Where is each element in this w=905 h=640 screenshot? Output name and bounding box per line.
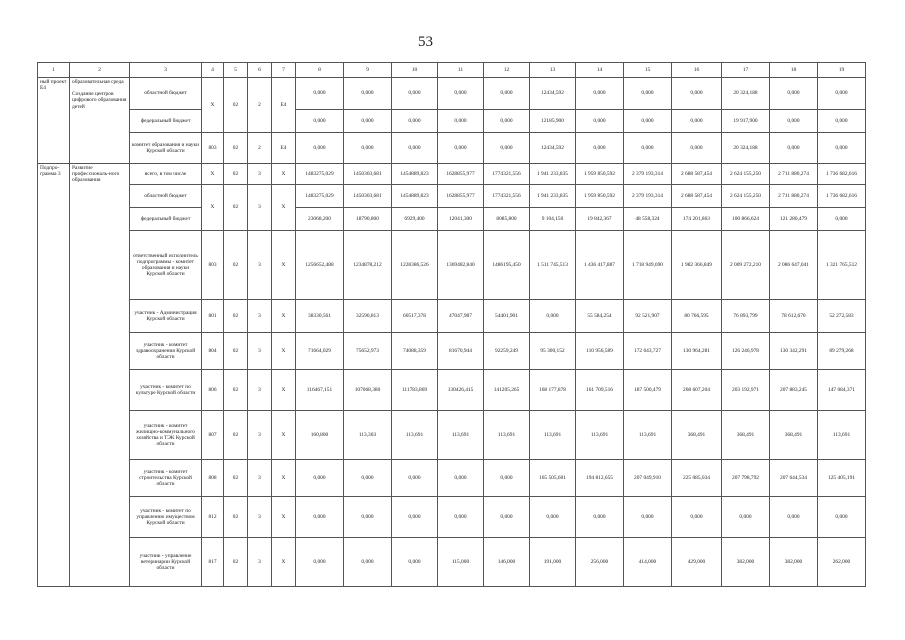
value-cell: 0,000 <box>484 133 530 164</box>
value-cell: 80 766,595 <box>672 300 722 333</box>
value-cell: 172 643,727 <box>624 333 672 370</box>
value-cell: 0,000 <box>576 497 624 538</box>
value-cell: 92259,249 <box>484 333 530 370</box>
value-cell: 160,800 <box>296 411 344 460</box>
code-cell: 806 <box>202 370 224 411</box>
value-cell: 0,000 <box>344 538 392 587</box>
column-header: 13 <box>530 63 576 78</box>
code-cell: 3 <box>248 411 272 460</box>
value-cell: 52 272,583 <box>818 300 866 333</box>
value-cell: 1 982 366,849 <box>672 231 722 300</box>
value-cell: 191,000 <box>530 538 576 587</box>
column-header: 3 <box>130 63 202 78</box>
code-cell: 02 <box>224 164 248 185</box>
value-cell: 0,000 <box>392 133 438 164</box>
value-cell: 113,691 <box>392 411 438 460</box>
value-cell: 0,000 <box>296 78 344 110</box>
code-cell: Х <box>272 538 296 587</box>
value-cell: 1774321,556 <box>484 185 530 208</box>
value-cell: 1628855,977 <box>438 164 484 185</box>
value-cell: 1 941 233,835 <box>530 185 576 208</box>
value-cell: 1454889,823 <box>392 185 438 208</box>
value-cell: 0,000 <box>624 133 672 164</box>
code-cell: Х <box>202 78 224 133</box>
value-cell: 1369482,840 <box>438 231 484 300</box>
code-cell: Х <box>272 497 296 538</box>
source-cell: федеральный бюджет <box>130 110 202 133</box>
source-cell: участник - комитет здравоохранения Курской области <box>130 333 202 370</box>
source-cell: областной бюджет <box>130 78 202 110</box>
value-cell: 0,000 <box>438 497 484 538</box>
value-cell: 130426,415 <box>438 370 484 411</box>
value-cell: 141205,265 <box>484 370 530 411</box>
value-cell: 0,000 <box>392 78 438 110</box>
value-cell: 2 009 272,210 <box>722 231 770 300</box>
column-header: 17 <box>722 63 770 78</box>
program-title-cell: Развитие профессиональ-ного образования <box>70 164 130 587</box>
value-cell: 9 104,150 <box>530 208 576 231</box>
column-header: 2 <box>70 63 130 78</box>
value-cell: 203 192,971 <box>722 370 770 411</box>
value-cell: 207 798,792 <box>722 460 770 497</box>
value-cell: 2 086 647,041 <box>770 231 818 300</box>
code-cell: 801 <box>202 300 224 333</box>
source-cell: федеральный бюджет <box>130 208 202 231</box>
value-cell: 165 505,601 <box>530 460 576 497</box>
value-cell: 0,000 <box>392 460 438 497</box>
header-row <box>38 63 866 78</box>
value-cell: 2 711 880,274 <box>770 185 818 208</box>
value-cell: 0,000 <box>770 110 818 133</box>
code-cell: 3 <box>248 333 272 370</box>
column-header: 9 <box>344 63 392 78</box>
value-cell: 146,000 <box>484 538 530 587</box>
code-cell: Х <box>272 185 296 231</box>
value-cell: 262,000 <box>818 538 866 587</box>
program-title-cell <box>70 78 130 164</box>
value-cell: 2 688 587,454 <box>672 164 722 185</box>
code-cell: 02 <box>224 133 248 164</box>
value-cell: 32590,813 <box>344 300 392 333</box>
code-cell: Х <box>202 164 224 185</box>
value-cell: 0,000 <box>484 497 530 538</box>
value-cell: 0,000 <box>672 497 722 538</box>
column-header: 4 <box>202 63 224 78</box>
column-header: 6 <box>248 63 272 78</box>
value-cell: 8085,800 <box>484 208 530 231</box>
code-cell: 02 <box>224 460 248 497</box>
value-cell: 23068,200 <box>296 208 344 231</box>
value-cell: 0,000 <box>438 460 484 497</box>
source-cell: участник - Администрация Курской области <box>130 300 202 333</box>
value-cell: 130 342,291 <box>770 333 818 370</box>
table-row <box>38 538 866 587</box>
value-cell: 0,000 <box>818 497 866 538</box>
value-cell: 0,000 <box>530 300 576 333</box>
value-cell: 1 511 745,513 <box>530 231 576 300</box>
value-cell: 0,000 <box>392 538 438 587</box>
code-cell: 3 <box>248 231 272 300</box>
value-cell: 0,000 <box>484 460 530 497</box>
program-title-line: Создание центров цифрового образования детей <box>72 91 127 110</box>
value-cell: 1234878,212 <box>344 231 392 300</box>
value-cell: 0,000 <box>296 110 344 133</box>
column-header: 12 <box>484 63 530 78</box>
source-cell: всего, в том числе <box>130 164 202 185</box>
value-cell: 0,000 <box>438 110 484 133</box>
source-cell: участник - комитет жилищно-коммунального хозяйства и ТЭК Курской области <box>130 411 202 460</box>
source-cell: комитет образования и науки Курской области <box>130 133 202 164</box>
source-cell: участник - комитет по культуре Курской области <box>130 370 202 411</box>
value-cell: 47047,987 <box>438 300 484 333</box>
code-cell: 02 <box>224 231 248 300</box>
value-cell: 161 709,516 <box>576 370 624 411</box>
value-cell: 95 300,152 <box>530 333 576 370</box>
value-cell: 2 711 880,274 <box>770 164 818 185</box>
value-cell: 368,491 <box>770 411 818 460</box>
value-cell: 0,000 <box>392 110 438 133</box>
table-row <box>38 411 866 460</box>
value-cell: 113,691 <box>438 411 484 460</box>
table-row <box>38 460 866 497</box>
code-cell: 3 <box>248 538 272 587</box>
value-cell: 71664,029 <box>296 333 344 370</box>
value-cell: 60517,378 <box>392 300 438 333</box>
code-cell: 02 <box>224 78 248 133</box>
code-cell: 02 <box>224 497 248 538</box>
value-cell: 113,691 <box>576 411 624 460</box>
value-cell: 368,491 <box>672 411 722 460</box>
value-cell: 55 584,254 <box>576 300 624 333</box>
value-cell: 0,000 <box>484 78 530 110</box>
value-cell: 2 379 193,314 <box>624 164 672 185</box>
value-cell: 0,000 <box>530 497 576 538</box>
code-cell: Х <box>272 164 296 185</box>
value-cell: 74088,359 <box>392 333 438 370</box>
value-cell: 6929,400 <box>392 208 438 231</box>
value-cell: 100 866,624 <box>722 208 770 231</box>
value-cell: 1774321,556 <box>484 164 530 185</box>
value-cell: 2 379 193,314 <box>624 185 672 208</box>
code-cell: 808 <box>202 460 224 497</box>
value-cell: 78 612,670 <box>770 300 818 333</box>
value-cell: 130 964,281 <box>672 333 722 370</box>
value-cell: 0,000 <box>818 78 866 110</box>
table-row <box>38 333 866 370</box>
value-cell: 0,000 <box>672 78 722 110</box>
value-cell: 76 893,799 <box>722 300 770 333</box>
value-cell: 382,000 <box>770 538 818 587</box>
value-cell: 113,691 <box>818 411 866 460</box>
page-number: 53 <box>418 34 433 50</box>
code-cell: 3 <box>248 300 272 333</box>
value-cell: 0,000 <box>672 110 722 133</box>
table-row <box>38 208 866 231</box>
budget-table <box>37 62 866 587</box>
code-cell: Е4 <box>272 133 296 164</box>
value-cell: 0,000 <box>484 110 530 133</box>
value-cell: 89 279,268 <box>818 333 866 370</box>
value-cell: 12434,592 <box>530 133 576 164</box>
value-cell: 382,000 <box>722 538 770 587</box>
code-cell: 02 <box>224 300 248 333</box>
program-name-cell: ный проект Е4 <box>38 78 70 164</box>
value-cell: 414,000 <box>624 538 672 587</box>
code-cell: Х <box>272 460 296 497</box>
value-cell: 0,000 <box>770 133 818 164</box>
value-cell: 1 736 682,616 <box>818 164 866 185</box>
value-cell: 0,000 <box>296 460 344 497</box>
column-header: 8 <box>296 63 344 78</box>
value-cell: 0,000 <box>438 133 484 164</box>
value-cell: 1 941 233,835 <box>530 164 576 185</box>
value-cell: 20 324,188 <box>722 133 770 164</box>
value-cell: 1 321 765,512 <box>818 231 866 300</box>
value-cell: 18790,800 <box>344 208 392 231</box>
value-cell: 0,000 <box>576 78 624 110</box>
source-cell: ответственный исполнитель подпрограммы - комитет образования и науки Курской области <box>130 231 202 300</box>
value-cell: 207 883,245 <box>770 370 818 411</box>
value-cell: 194 812,655 <box>576 460 624 497</box>
column-header: 18 <box>770 63 818 78</box>
value-cell: 0,000 <box>770 78 818 110</box>
value-cell: 174 201,863 <box>672 208 722 231</box>
value-cell: 113,303 <box>344 411 392 460</box>
value-cell: 0,000 <box>344 497 392 538</box>
value-cell: 0,000 <box>344 133 392 164</box>
value-cell: 121 280,479 <box>770 208 818 231</box>
code-cell: Х <box>202 185 224 231</box>
value-cell: 107068,380 <box>344 370 392 411</box>
value-cell: 0,000 <box>624 110 672 133</box>
table-row <box>38 370 866 411</box>
value-cell: 48 558,324 <box>624 208 672 231</box>
value-cell: 125 405,191 <box>818 460 866 497</box>
source-cell: участник - управление ветеринарии Курской области <box>130 538 202 587</box>
source-cell: областной бюджет <box>130 185 202 208</box>
code-cell: Х <box>272 370 296 411</box>
table-row <box>38 497 866 538</box>
code-cell: 02 <box>224 185 248 231</box>
value-cell: 1483275,029 <box>296 185 344 208</box>
code-cell: Х <box>272 231 296 300</box>
value-cell: 115,000 <box>438 538 484 587</box>
column-header: 14 <box>576 63 624 78</box>
value-cell: 0,000 <box>392 497 438 538</box>
value-cell: 19 917,900 <box>722 110 770 133</box>
value-cell: 75652,973 <box>344 333 392 370</box>
value-cell: 0,000 <box>624 497 672 538</box>
value-cell: 368,491 <box>722 411 770 460</box>
code-cell: 3 <box>248 497 272 538</box>
value-cell: 54401,901 <box>484 300 530 333</box>
value-cell: 2 624 155,250 <box>722 185 770 208</box>
value-cell: 0,000 <box>344 78 392 110</box>
value-cell: 0,000 <box>438 78 484 110</box>
value-cell: 113,691 <box>484 411 530 460</box>
value-cell: 113,691 <box>530 411 576 460</box>
value-cell: 19 842,367 <box>576 208 624 231</box>
code-cell: 3 <box>248 164 272 185</box>
value-cell: 126 246,978 <box>722 333 770 370</box>
program-title-line: образовательная среда <box>72 79 124 85</box>
table-row <box>38 78 866 110</box>
value-cell: 0,000 <box>770 497 818 538</box>
value-cell: 429,000 <box>672 538 722 587</box>
column-header: 1 <box>38 63 70 78</box>
code-cell: Х <box>272 333 296 370</box>
value-cell: 1228386,526 <box>392 231 438 300</box>
code-cell: 3 <box>248 185 272 231</box>
value-cell: 0,000 <box>344 110 392 133</box>
value-cell: 81670,944 <box>438 333 484 370</box>
program-name-cell: Подпро-грамма 3 <box>38 164 70 587</box>
value-cell: 110 956,589 <box>576 333 624 370</box>
value-cell: 1483275,029 <box>296 164 344 185</box>
column-header: 10 <box>392 63 438 78</box>
table-row <box>38 164 866 185</box>
code-cell: 804 <box>202 333 224 370</box>
value-cell: 187 500,479 <box>624 370 672 411</box>
value-cell: 0,000 <box>818 208 866 231</box>
value-cell: 1 436 417,887 <box>576 231 624 300</box>
table-row <box>38 110 866 133</box>
value-cell: 0,000 <box>576 133 624 164</box>
code-cell: 02 <box>224 333 248 370</box>
source-cell: участник - комитет строительства Курской области <box>130 460 202 497</box>
value-cell: 1 718 949,690 <box>624 231 672 300</box>
code-cell: Е4 <box>272 78 296 133</box>
value-cell: 147 084,371 <box>818 370 866 411</box>
value-cell: 0,000 <box>296 133 344 164</box>
value-cell: 0,000 <box>722 497 770 538</box>
value-cell: 225 085,034 <box>672 460 722 497</box>
code-cell: 812 <box>202 497 224 538</box>
code-cell: 807 <box>202 411 224 460</box>
value-cell: 113,691 <box>624 411 672 460</box>
value-cell: 207 049,910 <box>624 460 672 497</box>
value-cell: 111783,869 <box>392 370 438 411</box>
column-header: 11 <box>438 63 484 78</box>
value-cell: 2 688 587,454 <box>672 185 722 208</box>
column-header: 16 <box>672 63 722 78</box>
code-cell: 3 <box>248 370 272 411</box>
code-cell: 02 <box>224 538 248 587</box>
value-cell: 168 177,878 <box>530 370 576 411</box>
code-cell: 02 <box>224 411 248 460</box>
value-cell: 0,000 <box>296 497 344 538</box>
value-cell: 1628855,977 <box>438 185 484 208</box>
code-cell: 803 <box>202 133 224 164</box>
value-cell: 92 521,907 <box>624 300 672 333</box>
value-cell: 0,000 <box>624 78 672 110</box>
value-cell: 0,000 <box>344 460 392 497</box>
value-cell: 12185,900 <box>530 110 576 133</box>
column-header: 19 <box>818 63 866 78</box>
column-header: 15 <box>624 63 672 78</box>
code-cell: Х <box>272 411 296 460</box>
column-header: 7 <box>272 63 296 78</box>
value-cell: 1 959 850,592 <box>576 164 624 185</box>
code-cell: 02 <box>224 370 248 411</box>
value-cell: 20 324,188 <box>722 78 770 110</box>
value-cell: 1256652,488 <box>296 231 344 300</box>
value-cell: 0,000 <box>818 110 866 133</box>
table-row <box>38 231 866 300</box>
value-cell: 1 736 682,616 <box>818 185 866 208</box>
value-cell: 1454889,823 <box>392 164 438 185</box>
value-cell: 0,000 <box>576 110 624 133</box>
value-cell: 256,000 <box>576 538 624 587</box>
code-cell: 817 <box>202 538 224 587</box>
column-header: 5 <box>224 63 248 78</box>
value-cell: 1486195,450 <box>484 231 530 300</box>
table-row <box>38 185 866 208</box>
value-cell: 12041,300 <box>438 208 484 231</box>
value-cell: 1450303,681 <box>344 164 392 185</box>
value-cell: 0,000 <box>296 538 344 587</box>
value-cell: 207 644,534 <box>770 460 818 497</box>
code-cell: 3 <box>248 460 272 497</box>
value-cell: 0,000 <box>672 133 722 164</box>
value-cell: 0,000 <box>818 133 866 164</box>
code-cell: 803 <box>202 231 224 300</box>
code-cell: Х <box>272 300 296 333</box>
value-cell: 12434,592 <box>530 78 576 110</box>
code-cell: 2 <box>248 78 272 133</box>
value-cell: 116467,151 <box>296 370 344 411</box>
value-cell: 1450303,681 <box>344 185 392 208</box>
value-cell: 268 607,204 <box>672 370 722 411</box>
source-cell: участник - комитет по управлению имуществом Курской области <box>130 497 202 538</box>
code-cell: 2 <box>248 133 272 164</box>
value-cell: 2 624 155,250 <box>722 164 770 185</box>
value-cell: 1 959 850,592 <box>576 185 624 208</box>
table-row <box>38 300 866 333</box>
table-row <box>38 133 866 164</box>
value-cell: 38330,561 <box>296 300 344 333</box>
